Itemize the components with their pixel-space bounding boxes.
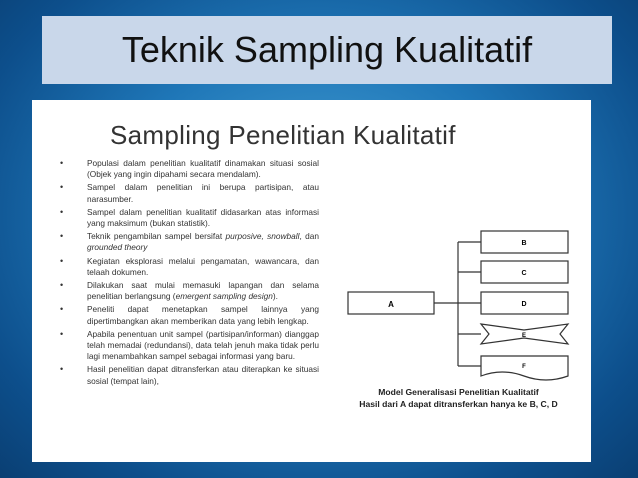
bullet-item bbox=[54, 158, 319, 180]
caption-line-2: Hasil dari A dapat ditransferkan hanya ke B, C, D bbox=[359, 399, 558, 409]
bullet-text: Dilakukan saat mulai memasuki lapangan dan selama penelitian berlangsung ( bbox=[87, 280, 319, 302]
bullet-text: Hasil penelitian dapat ditransferkan atau diterapkan ke situasi sosial (tempat lain), bbox=[87, 364, 319, 386]
shape-e-label: E bbox=[521, 333, 527, 339]
bullet-text: Apabila penentuan unit sampel (partisipan/informan) dianggap telah memadai (redundansi), data telah jenuh maka tidak perlu lagi menambahkan sampel sebagai informasi yang baru. bbox=[87, 328, 319, 362]
slide-content-image bbox=[32, 100, 591, 462]
bullet-text: Sampel dalam penelitian ini berupa partisipan, atau narasumber. bbox=[87, 182, 319, 204]
bullet-item bbox=[54, 304, 319, 326]
bullet-item bbox=[54, 280, 319, 302]
bullet-text: , dan bbox=[299, 231, 319, 242]
bullet-emphasis: grounded theory bbox=[87, 242, 148, 253]
content-heading: Sampling Penelitian Kualitatif bbox=[110, 120, 456, 150]
box-a-label: A bbox=[388, 300, 394, 309]
title-bar bbox=[42, 16, 612, 84]
bullet-emphasis: emergent sampling design bbox=[175, 291, 273, 302]
bullet-item bbox=[54, 256, 319, 278]
bullet-item bbox=[54, 329, 319, 363]
bullet-item bbox=[54, 182, 319, 204]
bullet-emphasis: purposive, snowball bbox=[225, 231, 300, 242]
bullet-item bbox=[54, 364, 319, 386]
bullet-item bbox=[54, 207, 319, 229]
bullet-text: Sampel dalam penelitian kualitatif didasarkan atas informasi yang maksimum (bukan statistik). bbox=[87, 206, 319, 229]
bullet-text: Teknik pengambilan sampel bersifat bbox=[87, 231, 226, 242]
box-c-label: C bbox=[521, 270, 527, 277]
bullet-text: Peneliti dapat menetapkan sampel lainnya yang dipertimbangkan akan memberikan data yang lebih lengkap. bbox=[87, 304, 319, 326]
shape-f-label: F bbox=[522, 364, 526, 370]
bullet-text: ). bbox=[272, 291, 278, 302]
box-b-label: B bbox=[521, 240, 527, 247]
bullet-text: Kegiatan eksplorasi melalui pengamatan, wawancara, dan telaah dokumen. bbox=[87, 255, 319, 277]
bullet-text: Populasi dalam penelitian kualitatif dinamakan situasi sosial (Objek yang ingin dipahami secara mendalam). bbox=[87, 158, 319, 180]
box-d-label: D bbox=[521, 301, 527, 308]
slide-title: Teknik Sampling Kualitatif bbox=[121, 29, 533, 70]
diagram-caption bbox=[346, 386, 571, 410]
caption-line-1: Model Generalisasi Penelitian Kualitatif bbox=[378, 387, 539, 397]
bullet-list bbox=[54, 158, 319, 389]
bullet-item bbox=[54, 231, 319, 253]
generalization-diagram bbox=[346, 228, 576, 388]
